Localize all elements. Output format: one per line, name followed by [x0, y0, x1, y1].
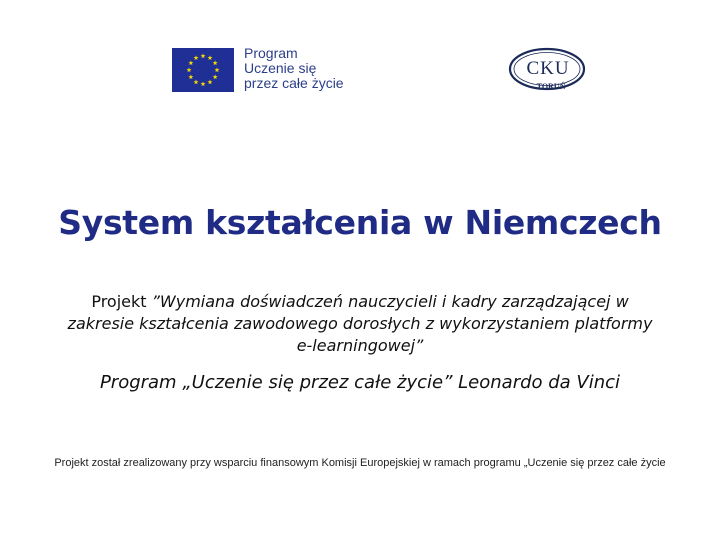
eu-logo-text [244, 46, 364, 91]
slide-title: System kształcenia w Niemczech [58, 203, 662, 242]
eu-lifelong-learning-logo [172, 46, 362, 100]
project-name: ”Wymiana doświadczeń nauczycieli i kadry zarządzającej w zakresie kształcenia zawodowego dorosłych z wykorzystaniem platformy e-learningowej” [67, 292, 653, 355]
eu-logo-line-2: Uczenie się [244, 60, 317, 76]
funding-note: Projekt został zrealizowany przy wsparciu finansowym Komisji Europejskiej w ramach programu „Uczenie się przez całe życie [54, 457, 666, 469]
cku-torun-logo [507, 45, 587, 93]
program-line: Program „Uczenie się przez całe życie” Leonardo da Vinci [99, 372, 621, 393]
eu-logo-line-3: przez całe życie [244, 75, 344, 91]
eu-flag-icon [172, 48, 234, 92]
project-prefix: Projekt [91, 292, 152, 311]
cku-town-name: TORUŃ [536, 82, 566, 91]
project-description [60, 291, 660, 357]
eu-logo-line-1: Program [244, 45, 298, 61]
cku-letters: CKU [526, 58, 570, 79]
